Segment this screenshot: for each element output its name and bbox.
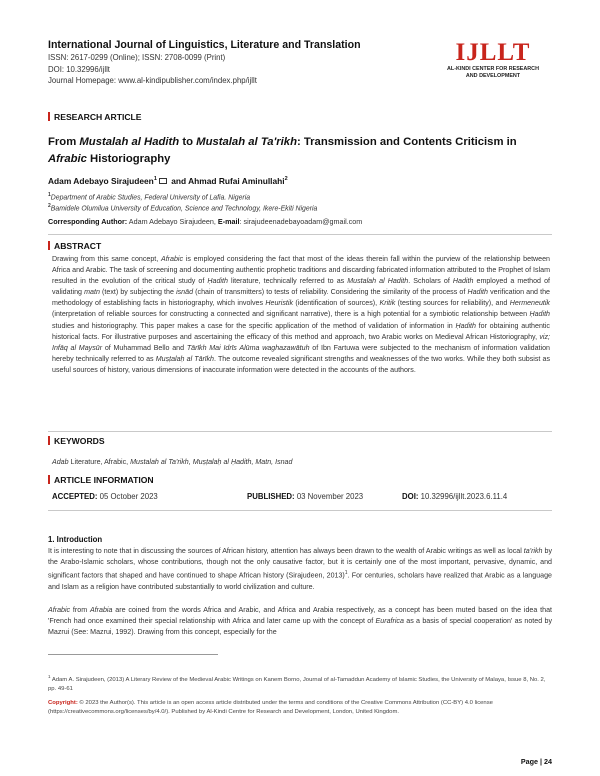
affiliation-text: Bamidele Olumilua University of Education, Science and Technology, Ikere-Ekiti Nigeria	[50, 205, 318, 213]
introduction-heading: 1. Introduction	[48, 535, 103, 544]
accent-bar	[48, 475, 50, 484]
paper-title	[48, 134, 558, 168]
accent-bar	[48, 436, 50, 445]
article-info-row	[52, 492, 552, 501]
introduction-paragraph-1: It is interesting to note that in discussing the sources of African history, attention has always been drawn to the wealth of Arabic writings as well as local ta'rikh by the Arabo-Islamic scholars, whose contributions, though not the only causative factor, but it is certainly one of the most important, pervasive, dynamic, and significant factors that shaped and have continued to shape African history (Sirajudeen, 2013)$^1$. For centuries, scholars have realized that Arabic as a language and Islam as a religion have contributed substantially to world civilization and culture.	[48, 547, 552, 591]
email-label: E-mail	[217, 217, 240, 226]
article-type-label	[48, 112, 142, 122]
author-line	[48, 176, 288, 186]
footnote: $^1$ Adam A. Sirajudeen, (2013) A Literary Review of the Medieval Arabic Writings on Kanem Borno, Journal of al-Tamaddun Academy of Islamic Studies, the University of Malaya, Issue 8, No. 2, pp. 49-61	[48, 674, 546, 692]
page-number: Page | 24	[520, 757, 552, 766]
article-info-heading	[48, 475, 154, 485]
keywords-label: KEYWORDS	[54, 436, 105, 446]
divider	[48, 234, 552, 235]
affiliation-text: Department of Arabic Studies, Federal University of Lafia. Nigeria	[50, 194, 251, 202]
email-address[interactable]: : sirajudeenadebayoadam@gmail.com	[239, 217, 363, 226]
accent-bar	[48, 112, 50, 121]
divider	[48, 510, 552, 511]
author-affiliation-mark: 2	[284, 176, 288, 183]
author-separator: and	[168, 176, 189, 186]
keywords-list: Adab Literature, Afrabic, Mustalah al Ta'rikh, Muṣṭalaḥ al Ḥadith, Matn, Isnad	[52, 458, 293, 466]
footnote-divider	[48, 654, 218, 655]
corresponding-author-name: Adam Adebayo Sirajudeen,	[127, 217, 218, 226]
abstract-label: ABSTRACT	[54, 241, 102, 251]
article-doi[interactable]: DOI: 10.32996/ijllt.2023.6.11.4	[402, 492, 508, 501]
article-type-text: RESEARCH ARTICLE	[54, 112, 142, 122]
published-date: PUBLISHED: 03 November 2023	[247, 492, 364, 501]
title-text: to	[179, 136, 197, 148]
affiliation-mark: 1	[48, 192, 51, 198]
divider	[48, 431, 552, 432]
title-text: : Transmission and Contents Criticism in	[296, 136, 517, 148]
author-affiliation-mark: 1	[153, 176, 157, 183]
journal-logo	[434, 39, 552, 80]
author-name: Ahmad Rufai Aminullahi	[188, 176, 285, 186]
author-name: Adam Adebayo Sirajudeen	[48, 176, 154, 186]
logo-subtitle-line-2: AND DEVELOPMENT	[465, 73, 521, 79]
corresponding-author	[48, 217, 362, 226]
abstract-body: Drawing from this same concept, Afrabic is employed considering the fact that most of the ideas therein fall within the purview of the relationship between Africa and Arabic. The task of screening and documenting authentic prophetic traditions and discarding fabricated information attributed to the Prophet of Islam resulted in the evolution of the critical study of Ḥadith literature, technically referred to as Mustalah al Hadith. Scholars of Hadith employed a method of validating matn (text) by subjecting the isnād (chain of transmitters) to tests of reliability. Considering the similarity of the process of Hadith verification and the methodology of establishing facts in historiography, which involves Heuristik (identification of sources), Kritik (testing sources for reliability), and Hermeneutik (interpretation of reliable sources for constructing a connected and significant narrative), there is a high potential for a symbiotic relationship between Ḥadith studies and historiography. This paper makes a case for the specific application of the method of validation of information in Ḥadith for obtaining authentic historical facts. For illustrative purposes and ascertaining the efficacy of this method and approach, two Arabic works on Medieval African Historiography, viz; Infāq al Maysūr of Muhammad Bello and Tārīkh Mai Idrīs Alūma waghazawātuh of Ibn Fartuwa were subjected to the mechanism of information validation hereby technically referred to as Muṣṭalaḥ al Tārīkh. The outcome revealed significant strengths and weaknesses of the two works. While they both subsist as useful sources of history, various dimensions of inaccurate information were detected in the accounts of the authors.	[52, 255, 551, 374]
title-italic: Mustalah al Hadith	[79, 136, 180, 148]
title-text: Historiography	[86, 153, 171, 165]
issn-line: ISSN: 2617-0299 (Online); ISSN: 2708-0099 (Print)	[48, 53, 226, 62]
keywords-heading	[48, 436, 105, 446]
article-info-label: ARTICLE INFORMATION	[54, 475, 154, 485]
title-text: From	[48, 136, 80, 148]
mail-icon[interactable]	[159, 178, 167, 184]
corresponding-author-label: Corresponding Author:	[48, 217, 128, 226]
abstract-heading	[48, 241, 101, 251]
logo-subtitle-line-1: AL-KINDI CENTER FOR RESEARCH	[447, 66, 539, 72]
title-italic: Afrabic	[48, 153, 87, 165]
affiliation-mark: 2	[48, 203, 51, 209]
accent-bar	[48, 241, 50, 250]
journal-header	[48, 38, 552, 98]
introduction-paragraph-2: Afrabic from Afrabia are coined from the words Africa and Arabic, and Africa and Arabia respectively, as a concept has been muted based on the idea that 'French had once examined their special relationship with Africa and later came up with the concept of Eurafrica as a basis of special cooperation' as noted by Mazrui (See: Mazrui, 1992). Drawing from this concept, especially for the	[48, 606, 552, 637]
copyright-notice: Copyright: © 2023 the Author(s). This article is an open access article distributed under the terms and conditions of the Creative Commons Attribution (CC-BY) 4.0 license (https://creativecommons.org/licenses/by/4.0/). Published by Al-Kindi Centre for Research and Development, London, United Kingdom.	[48, 700, 493, 715]
title-italic: Mustalah al Ta'rikh	[196, 136, 297, 148]
affiliation-1	[48, 192, 250, 201]
journal-homepage: Journal Homepage: www.al-kindipublisher.com/index.php/ijllt	[48, 76, 257, 85]
journal-doi: DOI: 10.32996/ijllt	[48, 64, 110, 74]
journal-title: International Journal of Linguistics, Literature and Translation	[48, 39, 361, 51]
affiliation-2	[48, 203, 317, 212]
accepted-date: ACCEPTED: 05 October 2023	[52, 492, 158, 501]
logo-wordmark: IJLLT	[455, 39, 531, 66]
